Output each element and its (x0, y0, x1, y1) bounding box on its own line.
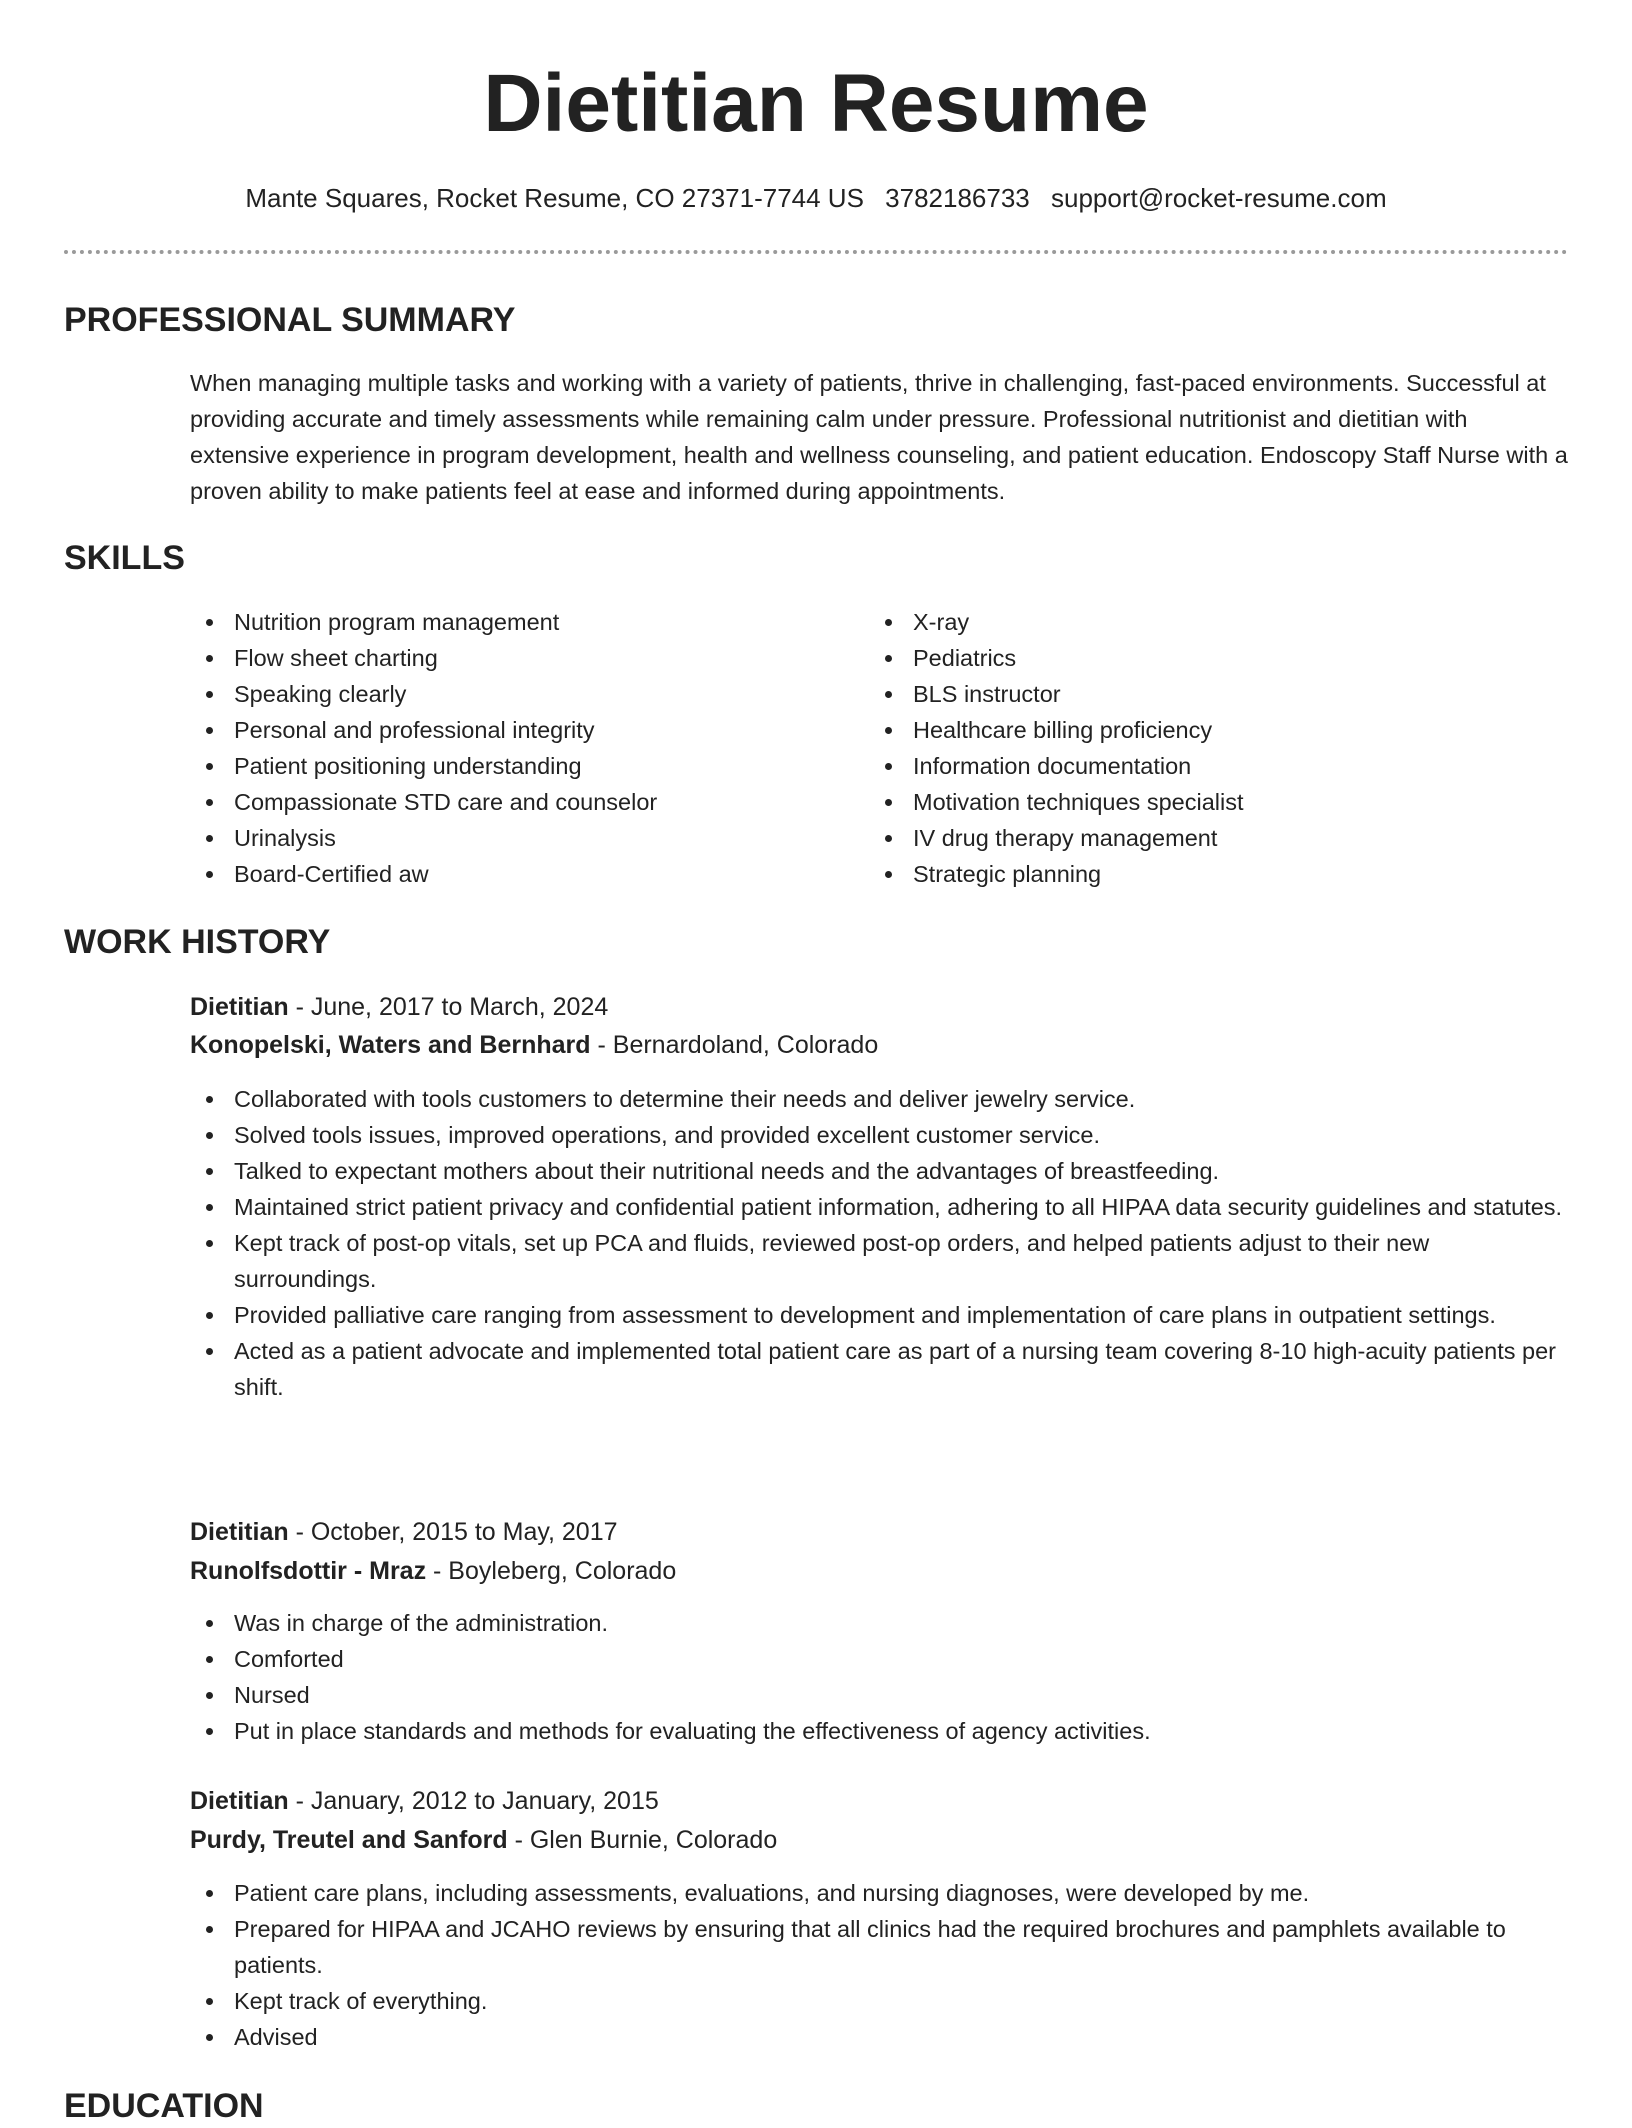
job-duty: Talked to expectant mothers about their nutritional needs and the advantages of breastfeeding. (190, 1153, 1574, 1189)
work-history-heading: WORK HISTORY (64, 923, 331, 961)
skill-item: Strategic planning (869, 856, 1509, 892)
summary-heading: PROFESSIONAL SUMMARY (64, 301, 516, 339)
job-title: Dietitian (190, 1518, 289, 1546)
job-title-line (190, 1514, 618, 1550)
job-location: - Boyleberg, Colorado (426, 1557, 677, 1585)
job-duties-list (190, 1605, 1574, 1749)
contact-email: support@rocket-resume.com (1051, 183, 1387, 213)
job-duty: Provided palliative care ranging from assessment to development and implementation of care plans in outpatient settings. (190, 1297, 1574, 1333)
skills-list-right (869, 604, 1509, 892)
job-duty: Maintained strict patient privacy and confidential patient information, adhering to all HIPAA data security guidelines and statutes. (190, 1189, 1574, 1225)
job-company-line (190, 1553, 676, 1589)
job-duty: Advised (190, 2019, 1574, 2055)
skill-item: Speaking clearly (190, 676, 830, 712)
skill-item: Board-Certified aw (190, 856, 830, 892)
skill-item: Pediatrics (869, 640, 1509, 676)
job-duty: Nursed (190, 1677, 1574, 1713)
job-title-line (190, 989, 608, 1025)
job-dates: - January, 2012 to January, 2015 (288, 1787, 659, 1815)
job-company: Purdy, Treutel and Sanford (190, 1826, 508, 1854)
skills-list-left (190, 604, 830, 892)
job-duty: Kept track of post-op vitals, set up PCA and fluids, reviewed post-op orders, and helped patients adjust to their new surroundings. (190, 1225, 1574, 1297)
job-company: Konopelski, Waters and Bernhard (190, 1031, 591, 1059)
job-duty: Patient care plans, including assessments, evaluations, and nursing diagnoses, were developed by me. (190, 1875, 1574, 1911)
job-duty: Kept track of everything. (190, 1983, 1574, 2019)
skills-heading: SKILLS (64, 539, 185, 577)
job-company: Runolfsdottir - Mraz (190, 1557, 427, 1585)
contact-line (0, 181, 1632, 215)
skill-item: X-ray (869, 604, 1509, 640)
skill-item: BLS instructor (869, 676, 1509, 712)
skill-item: Information documentation (869, 748, 1509, 784)
job-duty: Prepared for HIPAA and JCAHO reviews by ensuring that all clinics had the required brochures and pamphlets available to patients. (190, 1911, 1574, 1983)
skill-item: Patient positioning understanding (190, 748, 830, 784)
skill-item: Personal and professional integrity (190, 712, 830, 748)
job-duty: Collaborated with tools customers to determine their needs and deliver jewelry service. (190, 1081, 1574, 1117)
job-duty: Put in place standards and methods for evaluating the effectiveness of agency activities. (190, 1713, 1574, 1749)
skill-item: Flow sheet charting (190, 640, 830, 676)
education-heading: EDUCATION (64, 2087, 264, 2125)
skill-item: Motivation techniques specialist (869, 784, 1509, 820)
header-divider (64, 250, 1568, 254)
job-duty: Was in charge of the administration. (190, 1605, 1574, 1641)
skill-item: Nutrition program management (190, 604, 830, 640)
resume-title: Dietitian Resume (483, 58, 1149, 149)
job-location: - Glen Burnie, Colorado (507, 1826, 778, 1854)
job-company-line (190, 1027, 878, 1063)
job-duties-list (190, 1875, 1574, 2055)
job-title: Dietitian (190, 1787, 289, 1815)
skill-item: Compassionate STD care and counselor (190, 784, 830, 820)
job-title-line (190, 1783, 659, 1819)
job-duties-list (190, 1081, 1574, 1405)
skill-item: Healthcare billing proficiency (869, 712, 1509, 748)
job-duty: Comforted (190, 1641, 1574, 1677)
contact-phone: 3782186733 (885, 183, 1030, 213)
skill-item: Urinalysis (190, 820, 830, 856)
job-dates: - June, 2017 to March, 2024 (288, 993, 609, 1021)
job-location: - Bernardoland, Colorado (590, 1031, 879, 1059)
skill-item: IV drug therapy management (869, 820, 1509, 856)
contact-address: Mante Squares, Rocket Resume, CO 27371-7744 US (245, 183, 864, 213)
job-duty: Solved tools issues, improved operations, and provided excellent customer service. (190, 1117, 1574, 1153)
job-company-line (190, 1822, 777, 1858)
job-title: Dietitian (190, 993, 289, 1021)
job-dates: - October, 2015 to May, 2017 (288, 1518, 618, 1546)
summary-text: When managing multiple tasks and working with a variety of patients, thrive in challenging, fast-paced environments. Successful at providing accurate and timely assessments while remaining calm under pressure. Professional nutritionist and dietitian with extensive experience in program development, health and wellness counseling, and patient education. Endoscopy Staff Nurse with a proven ability to make patients feel at ease and informed during appointments. (190, 370, 1568, 504)
job-duty: Acted as a patient advocate and implemented total patient care as part of a nursing team covering 8-10 high-acuity patients per shift. (190, 1333, 1574, 1405)
